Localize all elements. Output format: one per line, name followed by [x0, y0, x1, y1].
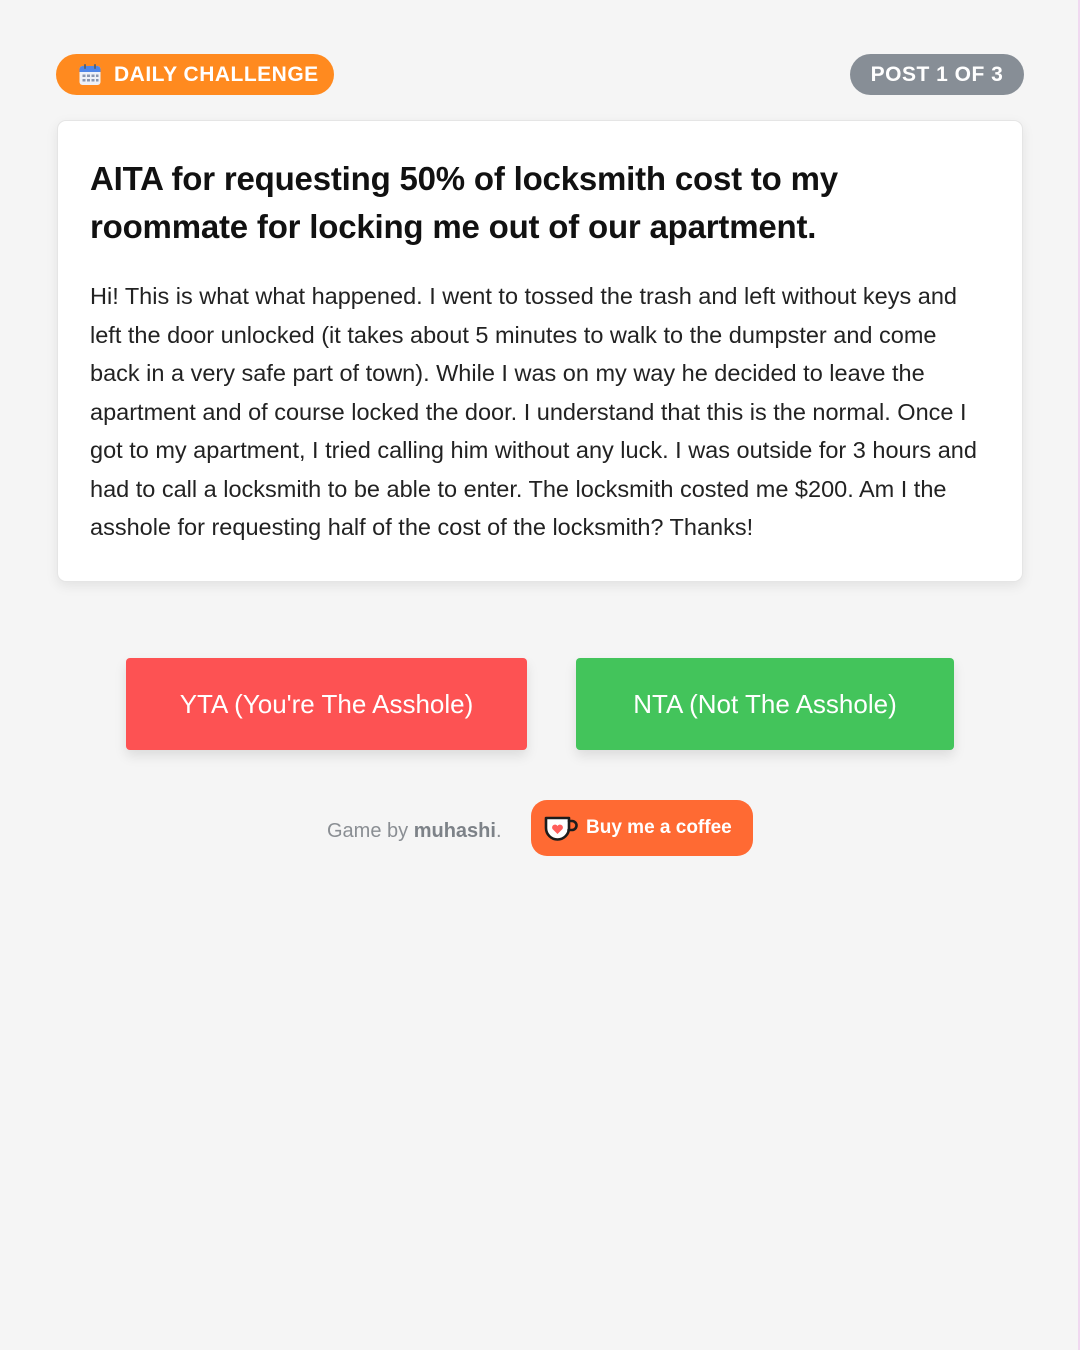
post-body: Hi! This is what what happened. I went to tossed the trash and left without keys and left the door unlocked (it takes about 5 minutes to walk to the dumpster and come back in a very safe part of town). While I was on my way he decided to leave the apartment and of course locked the door. I understand that this is the normal. Once I got to my apartment, I tried calling him without any luck. I was outside for 3 hours and had to call a locksmith to be able to enter. The locksmith costed me $200. Am I the asshole for requesting half of the cost of the locksmith? Thanks!	[90, 283, 977, 540]
author-link[interactable]: muhashi	[413, 820, 496, 842]
post-counter-label: POST 1 OF 3	[870, 62, 1004, 86]
daily-challenge-badge	[56, 54, 334, 95]
game-credit	[327, 820, 502, 843]
post-card	[57, 120, 1023, 582]
nta-button-label: NTA (Not The Asshole)	[633, 688, 897, 719]
post-title: AITA for requesting 50% of locksmith cost to my roommate for locking me out of our apartment.	[90, 160, 838, 245]
buy-me-a-coffee-label: Buy me a coffee	[586, 817, 732, 838]
coffee-cup-icon	[543, 813, 579, 843]
credit-prefix: Game by	[327, 820, 414, 842]
daily-challenge-label: DAILY CHALLENGE	[114, 62, 319, 86]
calendar-icon	[78, 63, 102, 87]
post-counter-badge	[850, 54, 1024, 95]
credit-suffix: .	[495, 820, 502, 842]
buy-me-a-coffee-button[interactable]	[531, 800, 753, 856]
yta-button[interactable]	[126, 658, 527, 750]
nta-button[interactable]	[576, 658, 954, 750]
yta-button-label: YTA (You're The Asshole)	[179, 688, 474, 719]
top-bar	[56, 54, 1024, 95]
